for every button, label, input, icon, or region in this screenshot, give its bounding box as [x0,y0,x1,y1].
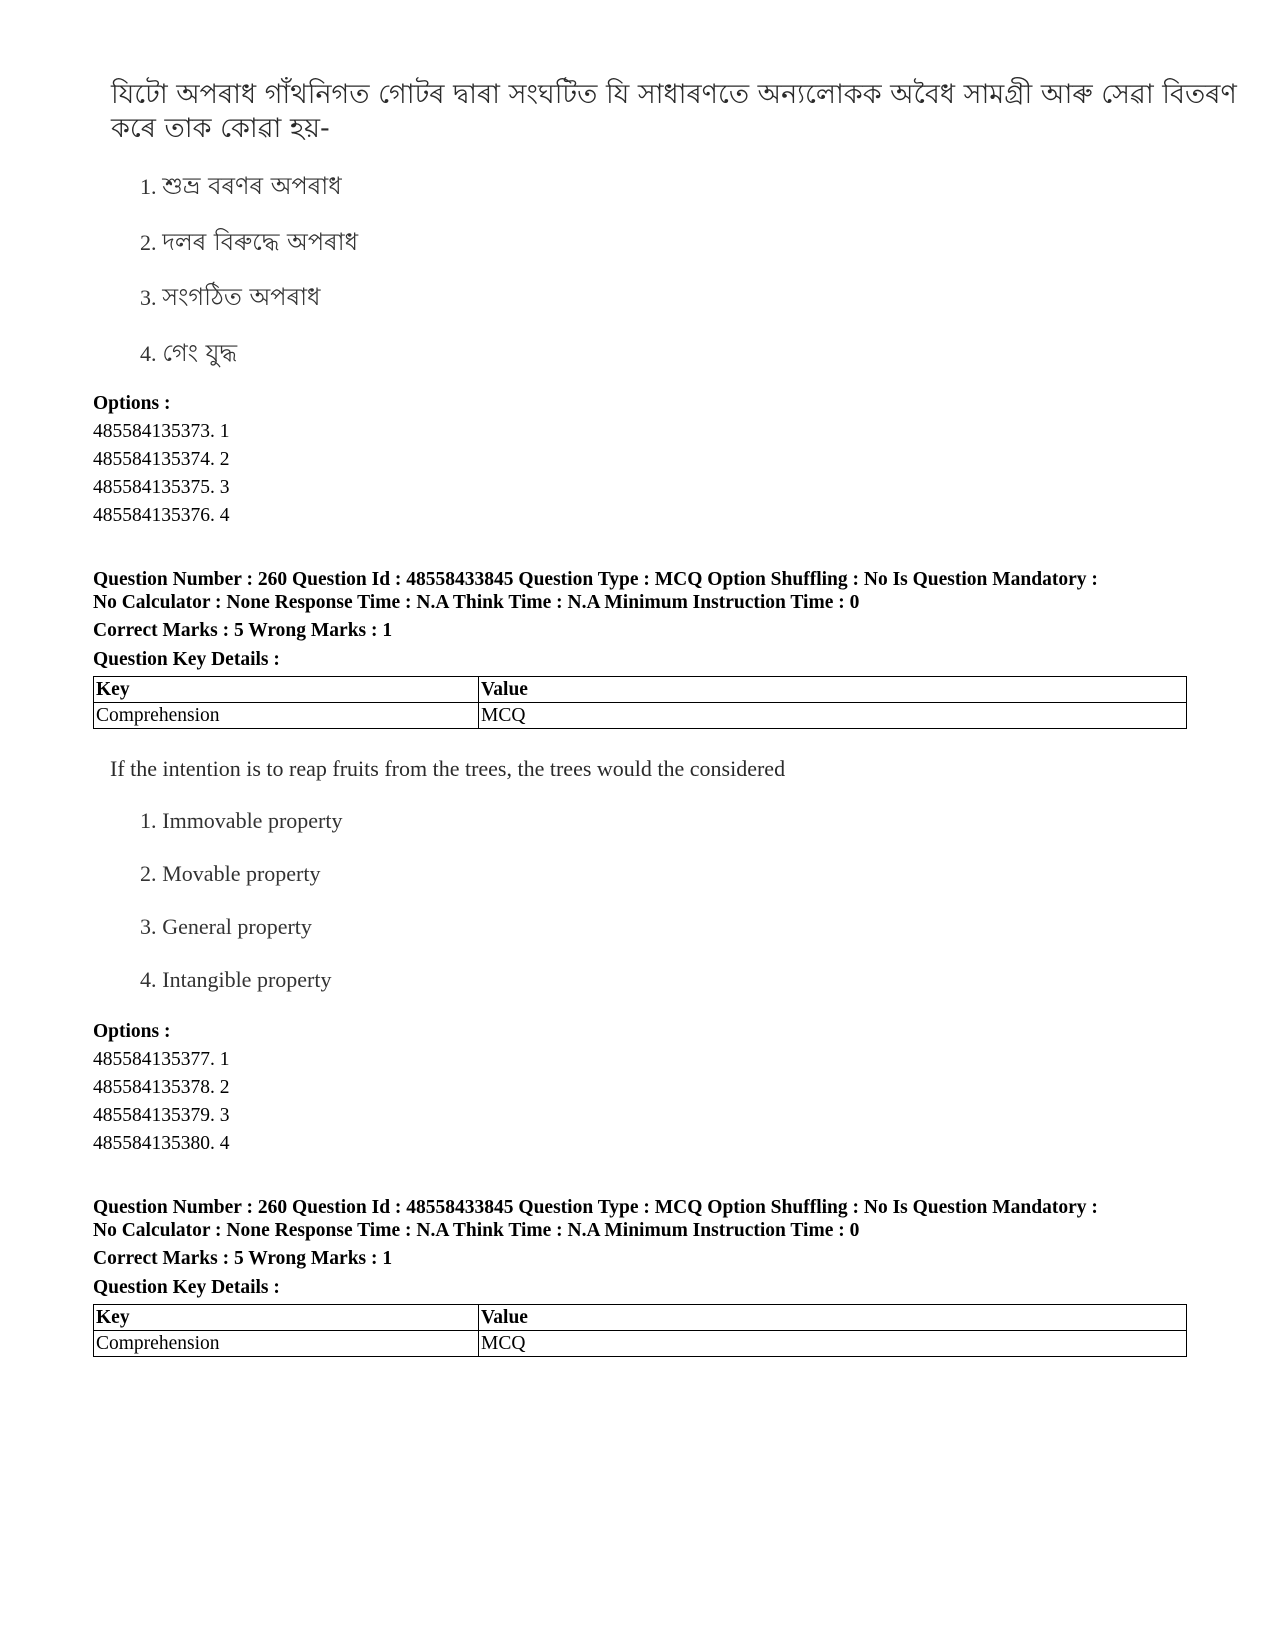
option-id: 485584135379. 3 [93,1105,230,1126]
choice-item [140,279,321,319]
choice-number: 2. [140,861,157,886]
question-header-line-2: No Calculator : None Response Time : N.A Think Time : N.A Minimum Instruction Time : 0 [93,1220,860,1241]
choice-text: Movable property [162,861,321,886]
choice-text: Intangible property [162,967,332,992]
table-row [94,703,1187,729]
choice-item [140,967,331,993]
option-id: 485584135380. 4 [93,1133,230,1154]
choice-text: গেং যুদ্ধ [162,339,238,367]
choice-item [140,914,312,940]
key-details-label: Question Key Details : [93,649,280,670]
choice-item [140,168,342,208]
table-row [94,1331,1187,1357]
marks-line: Correct Marks : 5 Wrong Marks : 1 [93,620,393,641]
option-id: 485584135378. 2 [93,1077,230,1098]
choice-number: 2. [140,230,157,255]
key-details-table [93,1304,1187,1357]
choice-number: 1. [140,174,157,199]
choice-text: General property [162,914,312,939]
choice-item [140,861,320,887]
table-header-value: Value [479,1305,1187,1331]
question-header-line-2: No Calculator : None Response Time : N.A Think Time : N.A Minimum Instruction Time : 0 [93,592,860,613]
options-label: Options : [93,1021,171,1042]
table-cell-key: Comprehension [94,703,479,729]
key-details-table [93,676,1187,729]
option-id: 485584135377. 1 [93,1049,230,1070]
question-header-line-1: Question Number : 260 Question Id : 48558433845 Question Type : MCQ Option Shuffling : No Is Question Mandatory : [93,569,1098,590]
table-header-value: Value [479,677,1187,703]
choice-item [140,224,358,264]
option-id: 485584135375. 3 [93,477,230,498]
choice-text: দলৰ বিৰুদ্ধে অপৰাধ [162,228,359,256]
table-cell-value: MCQ [479,703,1187,729]
question-text-line-2: কৰে তাক কোৱা হয়- [111,113,330,144]
table-cell-key: Comprehension [94,1331,479,1357]
choice-text: Immovable property [162,808,343,833]
table-cell-value: MCQ [479,1331,1187,1357]
choice-item [140,335,237,375]
option-id: 485584135376. 4 [93,505,230,526]
question-text-line-1: যিটো অপৰাধ গাঁথনিগত গোটৰ দ্বাৰা সংঘটিত যি সাধাৰণতে অন্যলোকক অবৈধ সামগ্ৰী আৰু সেৱা বিতৰণ [111,79,1237,110]
choice-text: শুভ্ৰ বৰণৰ অপৰাধ [162,172,342,200]
question-text: If the intention is to reap fruits from the trees, the trees would the considered [110,756,786,781]
choice-item [140,808,342,834]
choice-text: সংগঠিত অপৰাধ [162,283,321,311]
question-header-line-1: Question Number : 260 Question Id : 48558433845 Question Type : MCQ Option Shuffling : No Is Question Mandatory : [93,1197,1098,1218]
table-header-row [94,677,1187,703]
table-header-key: Key [94,677,479,703]
choice-number: 3. [140,285,157,310]
key-details-label: Question Key Details : [93,1277,280,1298]
table-header-row [94,1305,1187,1331]
choice-number: 4. [140,967,157,992]
marks-line: Correct Marks : 5 Wrong Marks : 1 [93,1248,393,1269]
choice-number: 4. [140,341,157,366]
option-id: 485584135373. 1 [93,421,230,442]
table-header-key: Key [94,1305,479,1331]
option-id: 485584135374. 2 [93,449,230,470]
options-label: Options : [93,393,171,414]
choice-number: 3. [140,914,157,939]
choice-number: 1. [140,808,157,833]
